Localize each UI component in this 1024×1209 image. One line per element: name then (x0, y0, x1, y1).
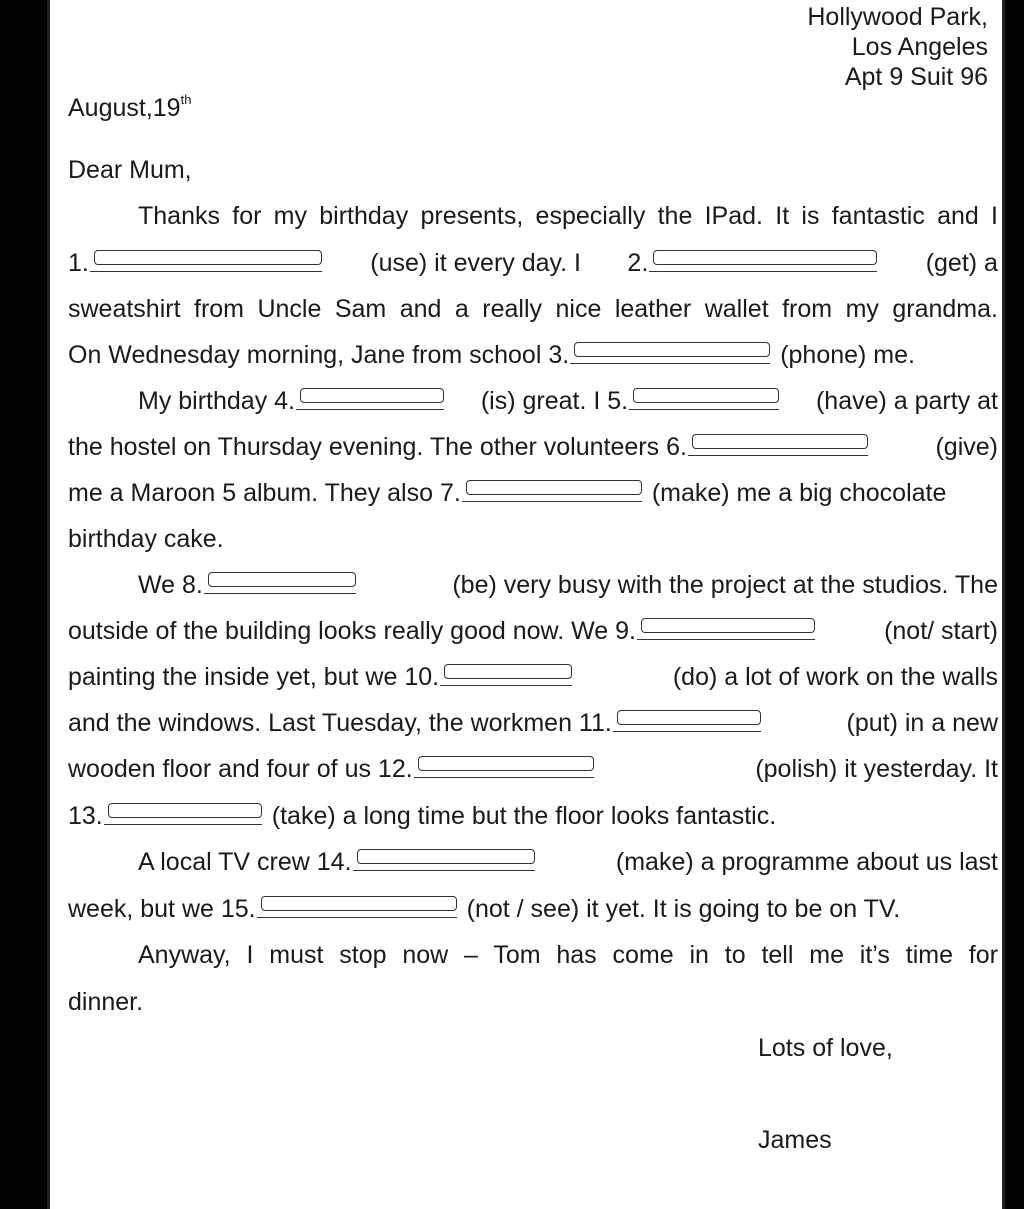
closing: Lots of love, (758, 1034, 893, 1062)
letter-line: 13. (take) a long time but the floor looks fantastic. (68, 802, 777, 830)
letter-line: Anyway, I must stop now – Tom has come in to tell me it’s time for (138, 941, 998, 969)
letter-line: birthday cake. (68, 525, 224, 553)
address-line-3: Apt 9 Suit 96 (844, 63, 988, 91)
answer-blank-2[interactable] (649, 250, 877, 276)
letter-line: My birthday 4. (is) great. I 5. (have) a party at (138, 387, 998, 415)
letter-line: painting the inside yet, but we 10. (do) a lot of work on the walls (68, 663, 998, 691)
address-line-2: Los Angeles (851, 33, 988, 61)
letter-line: On Wednesday morning, Jane from school 3. (phone) me. (68, 341, 915, 369)
letter-line: 1. (use) it every day. I 2. (get) a (68, 249, 998, 277)
answer-blank-15[interactable] (257, 896, 457, 922)
answer-blank-10[interactable] (440, 664, 572, 690)
greeting: Dear Mum, (68, 156, 192, 184)
letter-line: week, but we 15. (not / see) it yet. It is going to be on TV. (68, 895, 901, 923)
answer-blank-1[interactable] (90, 250, 322, 276)
letter-line: and the windows. Last Tuesday, the workmen 11. (put) in a new (68, 709, 998, 737)
worksheet-page (47, 0, 1005, 1209)
answer-blank-13[interactable] (104, 803, 262, 829)
answer-blank-8[interactable] (204, 572, 356, 598)
answer-blank-12[interactable] (414, 756, 594, 782)
letter-line: wooden floor and four of us 12. (polish) it yesterday. It (68, 755, 998, 783)
letter-line: Thanks for my birthday presents, especially the IPad. It is fantastic and I (138, 202, 998, 230)
answer-blank-3[interactable] (570, 342, 770, 368)
answer-blank-9[interactable] (637, 618, 815, 644)
letter-line: sweatshirt from Uncle Sam and a really nice leather wallet from my grandma. (68, 295, 998, 323)
letter-line: the hostel on Thursday evening. The other volunteers 6. (give) (68, 433, 998, 461)
letter-line: dinner. (68, 988, 144, 1016)
letter-line: We 8. (be) very busy with the project at the studios. The (138, 571, 998, 599)
letter-line: me a Maroon 5 album. They also 7. (make) me a big chocolate (68, 479, 947, 507)
letter-line: A local TV crew 14. (make) a programme about us last (138, 848, 998, 876)
letter-date: August,19th (68, 91, 192, 122)
address-line-1: Hollywood Park, (807, 3, 988, 31)
answer-blank-4[interactable] (296, 388, 444, 414)
letter-line: outside of the building looks really good now. We 9. (not/ start) (68, 617, 998, 645)
answer-blank-7[interactable] (462, 480, 642, 506)
answer-blank-5[interactable] (629, 388, 779, 414)
signature: James (758, 1126, 832, 1154)
answer-blank-14[interactable] (353, 849, 535, 875)
answer-blank-11[interactable] (613, 710, 761, 736)
answer-blank-6[interactable] (688, 434, 868, 460)
